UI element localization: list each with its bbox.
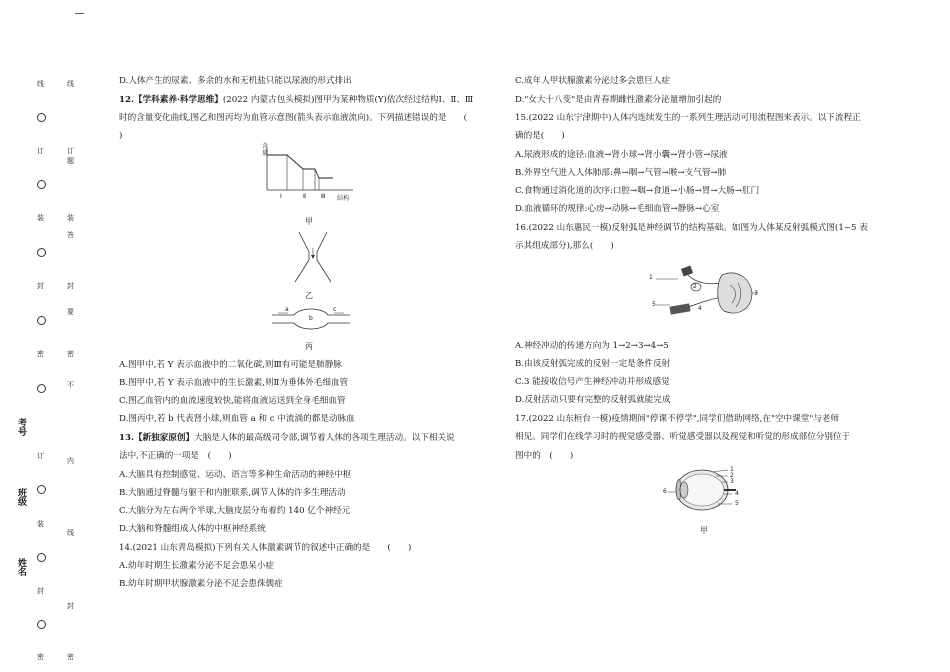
binding-hole bbox=[37, 316, 46, 325]
binding-hole bbox=[37, 620, 46, 629]
q17-line3: 图中的 ( ) bbox=[515, 451, 574, 461]
q15-option-a: A.尿液形成的途径:血液→肾小球→肾小囊→肾小管→尿液 bbox=[515, 150, 728, 160]
q13-option-c: C.大脑分为左右两个半球,大脑皮层分布着约 140 亿个神经元 bbox=[119, 506, 351, 516]
q12-option-b: B.图甲中,若 Y 表示血液中的生长激素,则Ⅱ为垂体外毛细血管 bbox=[119, 378, 349, 388]
seal-mark: 密 bbox=[37, 653, 44, 661]
seal-mark: 订 bbox=[67, 147, 74, 155]
seal-mark: 装 bbox=[67, 214, 74, 222]
q11-option-d: D.人体产生的尿素、多余的水和无机盐只能以尿液的形式排出 bbox=[119, 76, 352, 86]
seal-mark: 装 bbox=[37, 520, 44, 528]
q12-tag: 12.【学科素养·科学思维】 bbox=[119, 95, 223, 105]
seal-mark: 题 bbox=[67, 157, 74, 165]
q12-stem: (2022 内蒙古包头模拟)图甲为某种物质(Y)依次经过结构Ⅰ、Ⅱ、Ⅲ bbox=[222, 95, 474, 105]
seal-mark: 内 bbox=[67, 457, 74, 465]
seal-mark: 订 bbox=[37, 452, 44, 460]
binding-hole bbox=[37, 384, 46, 393]
q17-line1: 17.(2022 山东桓台一模)疫情期间"停课不停学",同学们借助网络,在"空中课堂"与老师 bbox=[515, 414, 840, 424]
seal-mark: 封 bbox=[37, 282, 44, 290]
reflex-label: 3 bbox=[754, 290, 758, 297]
fig-bing-b: b bbox=[309, 315, 313, 322]
fig-bing-c: c bbox=[333, 306, 337, 313]
fig-jia-tick: Ⅰ bbox=[280, 193, 282, 200]
q14-option-c: C.成年人甲状腺激素分泌过多会患巨人症 bbox=[515, 76, 671, 86]
seal-mark: 封 bbox=[37, 587, 44, 595]
reflex-label: 1 bbox=[649, 274, 653, 281]
q13-stem: 大脑是人体的最高级司令部,调节着人体的各项生理活动。以下相关说 bbox=[194, 433, 455, 443]
q16-option-b: B.由该反射弧完成的反射一定是条件反射 bbox=[515, 359, 671, 369]
seal-mark: 订 bbox=[37, 147, 44, 155]
binding-hole bbox=[37, 113, 46, 122]
label-class: 班级 bbox=[16, 488, 26, 506]
q12-line2: 时的含量变化曲线,图乙和图丙均为血管示意图(箭头表示血液流向)。下列描述错误的是 ( bbox=[119, 113, 467, 123]
q12-line1 bbox=[119, 95, 473, 106]
binding-hole bbox=[37, 248, 46, 257]
q16-option-a: A.神经冲动的传递方向为 1→2→3→4→5 bbox=[515, 341, 669, 351]
q13-option-a: A.大脑具有控制感觉、运动、语言等多种生命活动的神经中枢 bbox=[119, 470, 352, 480]
seal-mark: 要 bbox=[67, 308, 74, 316]
binding-hole bbox=[37, 553, 46, 562]
q15-option-d: D.血液循环的规律:心房→动脉→毛细血管→静脉→心室 bbox=[515, 204, 720, 214]
seal-mark: 密 bbox=[37, 350, 44, 358]
seal-mark: 装 bbox=[37, 214, 44, 222]
fig-jia-ylabel: 含量 bbox=[262, 143, 269, 157]
seal-mark: 线 bbox=[67, 529, 74, 537]
q13-tag: 13.【新独家原创】 bbox=[119, 433, 195, 443]
fig-bing-caption: 丙 bbox=[305, 342, 313, 351]
eye-label: 3 bbox=[730, 478, 734, 485]
label-exam-number: 考号 bbox=[16, 418, 26, 436]
q13-option-d: D.大脑和脊髓组成人体的中枢神经系统 bbox=[119, 524, 266, 534]
q14-stem: 14.(2021 山东青岛模拟)下列有关人体激素调节的叙述中正确的是 ( ) bbox=[119, 543, 412, 553]
seal-mark: 封 bbox=[67, 282, 74, 290]
fig-jia-caption: 甲 bbox=[305, 217, 313, 226]
q12-option-d: D.图丙中,若 b 代表肾小球,则血管 a 和 c 中流淌的都是动脉血 bbox=[119, 414, 355, 424]
figure-yi-vessel bbox=[290, 230, 336, 286]
q13-option-b: B.大脑通过脊髓与躯干和内脏联系,调节人体的许多生理活动 bbox=[119, 488, 346, 498]
fig-yi-caption: 乙 bbox=[305, 291, 313, 300]
seal-mark: 密 bbox=[67, 653, 74, 661]
q13-line1 bbox=[119, 433, 455, 444]
fig-jia-xlabel: 结构 bbox=[337, 195, 350, 202]
q12-option-c: C.图乙血管内的血流速度较快,能将血液运送到全身毛细血管 bbox=[119, 396, 346, 406]
q14-option-d: D."女大十八变"是由青春期雌性激素分泌量增加引起的 bbox=[515, 95, 722, 105]
q15-line2: 确的是( ) bbox=[515, 131, 565, 141]
reflex-label: 5 bbox=[652, 301, 656, 308]
seal-mark: 线 bbox=[67, 80, 74, 88]
eye-label: 4 bbox=[735, 490, 739, 497]
label-name: 姓名 bbox=[16, 558, 26, 576]
fig-bing-a: a bbox=[285, 306, 289, 313]
seal-mark: 不 bbox=[67, 381, 74, 389]
q12-option-a: A.图甲中,若 Y 表示血液中的二氧化碳,则Ⅲ有可能是肺静脉 bbox=[119, 360, 342, 370]
seal-mark: 密 bbox=[67, 350, 74, 358]
eye-label: 2 bbox=[730, 472, 734, 479]
q14-option-b: B.幼年时期甲状腺激素分泌不足会患侏儒症 bbox=[119, 579, 283, 589]
q16-option-c: C.3 能接收信号产生神经冲动并形成感觉 bbox=[515, 377, 670, 387]
reflex-arc-figure bbox=[648, 263, 766, 325]
q15-option-b: B.外界空气进入人体肺部:鼻→咽→气管→喉→支气管→肺 bbox=[515, 168, 727, 178]
fig-jia-tick: Ⅱ bbox=[303, 193, 306, 200]
seal-mark: 封 bbox=[67, 602, 74, 610]
q12-line3: ) bbox=[119, 131, 123, 141]
eye-label: 5 bbox=[735, 500, 739, 507]
q16-line2: 示其组成部分),那么( ) bbox=[515, 241, 614, 251]
seal-mark: 答 bbox=[67, 231, 74, 239]
eye-label: 1 bbox=[730, 466, 734, 473]
fig-jia-tick: Ⅲ bbox=[321, 193, 326, 200]
binding-hole bbox=[37, 180, 46, 189]
q17-line2: 相见。同学们在线学习时的视觉感受器、听觉感受器以及视觉和听觉的形成部位分别位于 bbox=[515, 432, 851, 442]
binding-hole bbox=[37, 485, 46, 494]
q14-option-a: A.幼年时期生长激素分泌不足会患呆小症 bbox=[119, 561, 275, 571]
q16-option-d: D.反射活动只要有完整的反射弧就能完成 bbox=[515, 395, 671, 405]
fig-eye-caption: 甲 bbox=[700, 526, 708, 535]
reflex-label: 2 bbox=[693, 283, 697, 290]
q16-line1: 16.(2022 山东惠民一模)反射弧是神经调节的结构基础。如图为人体某反射弧模式图(1~5 表 bbox=[515, 223, 868, 233]
q13-line2: 法中,不正确的一项是 ( ) bbox=[119, 451, 232, 461]
q15-line1: 15.(2022 山东宁津期中)人体内连续发生的一系列生理活动可用流程图来表示。以下流程正 bbox=[515, 113, 861, 123]
q15-option-c: C.食物通过消化道的次序:口腔→咽→食道→小肠→胃→大肠→肛门 bbox=[515, 186, 760, 196]
corner-dash bbox=[75, 13, 84, 14]
reflex-label: 4 bbox=[698, 305, 702, 312]
seal-mark: 线 bbox=[37, 80, 44, 88]
eye-label: 6 bbox=[663, 488, 667, 495]
